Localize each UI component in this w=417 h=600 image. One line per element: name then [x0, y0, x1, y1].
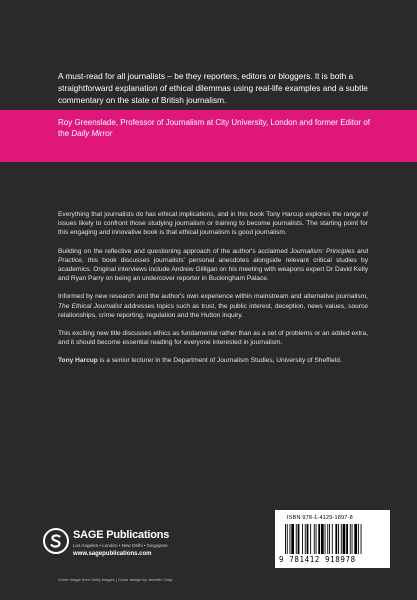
barcode-stripe	[343, 524, 346, 554]
quote-publication: Daily Mirror	[71, 129, 113, 138]
paragraph-2-start: Building on the reflective and questioning approach of the author's acclaimed	[58, 247, 290, 255]
blurb-text: A must-read for all journalists – be they reporters, editors or bloggers. It is both a straightforward explanation of ethical dilemmas using real-life examples and a subtle commentary on the state of British journalism.	[58, 71, 368, 105]
publisher-url: www.sagepublications.com	[73, 551, 152, 557]
barcode-stripe	[291, 524, 294, 554]
barcode-stripe	[307, 524, 309, 554]
barcode-stripe	[325, 524, 326, 554]
barcode-stripe	[290, 524, 291, 554]
barcode-bars	[285, 524, 380, 554]
author-name: Tony Harcup	[58, 357, 98, 365]
isbn: ISBN 978-1-4129-1897-8	[287, 515, 353, 521]
barcode-stripe	[354, 524, 357, 554]
barcode-stripe	[314, 524, 315, 554]
barcode-stripe	[361, 524, 362, 554]
paragraph-2	[58, 247, 368, 284]
barcode-stripe	[316, 524, 317, 554]
cover-credits: Cover image from Getty Images | Cover design by Jennifer Crisp	[58, 577, 173, 582]
barcode-stripe	[305, 524, 306, 554]
barcode-stripe	[358, 524, 359, 554]
barcode-stripe	[341, 524, 342, 554]
book-title-ref: Journalism: Principles and Practice	[58, 247, 368, 264]
barcode-stripe	[296, 524, 297, 554]
barcode-stripe	[329, 524, 330, 554]
barcode-stripe	[310, 524, 311, 554]
author-description: is a senior lecturer in the Department of Journalism Studies, University of Sheffield.	[97, 357, 342, 365]
paragraph-2-end: , this book discusses journalists' personal anecdotes alongside relevant critical studies by academics. Original interviews include Andrew Gilligan on his meeting with weapons expert Dr David Kelly and Ryan Parry on being an undercover reporter in Buckingham Palace.	[58, 256, 368, 283]
barcode-stripe	[298, 524, 300, 554]
barcode-stripe	[287, 524, 288, 554]
barcode-stripe	[350, 524, 351, 554]
barcode-stripe	[318, 524, 320, 554]
description	[58, 210, 368, 375]
barcode-stripe	[335, 524, 337, 554]
barcode-stripe	[321, 524, 324, 554]
barcode-stripe	[346, 524, 348, 554]
endorsement-quote	[58, 117, 378, 139]
publisher-cities: Los Angeles • London • New Delhi • Singapore	[73, 543, 168, 548]
barcode-stripe	[302, 524, 303, 554]
publisher-logo	[43, 525, 183, 571]
barcode-stripe	[338, 524, 339, 554]
paragraph-1: Everything that journalists do has ethical implications, and in this book Tony Harcup explores the range of issues likely to confront those studying journalism or training to become journalists. The starting point for this engaging and innovative book is that ethical journalism is good journalism.	[58, 211, 368, 237]
paragraph-3-end: addresses topics such as trust, the public interest, deception, news values, source relationships, crime reporting, regulation and the Hutton inquiry.	[58, 302, 368, 319]
book-title: The Ethical Journalist	[58, 302, 122, 310]
barcode-stripe	[327, 524, 328, 554]
sage-logo-icon	[43, 528, 69, 554]
barcode-stripe	[332, 524, 333, 554]
quote-attribution: Roy Greenslade, Professor of Journalism at City University, London and former Editor of the	[58, 118, 370, 138]
paragraph-3-start: Informed by new research and the author's own experience within mainstream and alternative journalism,	[58, 293, 368, 301]
publisher-name: SAGE Publications	[73, 529, 170, 541]
barcode-digits: 9 781412 918978	[279, 555, 356, 564]
barcode-stripe	[352, 524, 353, 554]
paragraph-3	[58, 292, 368, 320]
author-bio	[58, 356, 368, 365]
barcode	[275, 510, 390, 568]
barcode-stripe	[285, 524, 286, 554]
paragraph-4: This exciting new title discusses ethics as fundamental rather than as a set of problems or an added extra, and it should become essential reading for everyone interested in journalism.	[58, 330, 368, 347]
